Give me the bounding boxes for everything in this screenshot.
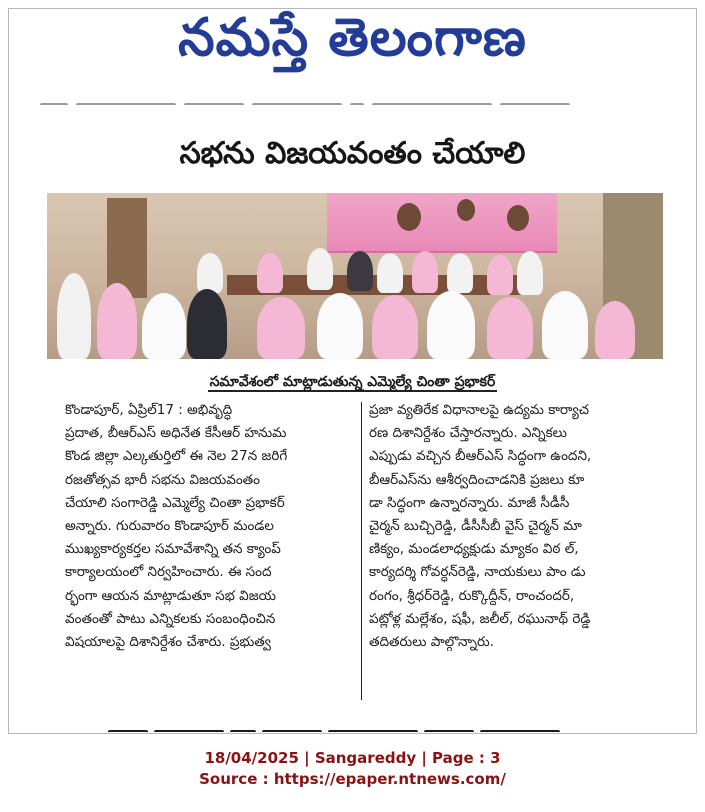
article-column-right — [369, 399, 663, 654]
newspaper-masthead: నమస్తే తెలంగాణ — [178, 7, 527, 68]
column-divider — [361, 402, 362, 700]
article-line: రజతోత్సవ భారీ సభను విజయవంతం — [65, 471, 261, 488]
article-line: తదితరులు పాల్గొన్నారు. — [369, 634, 494, 651]
article-line: ణిక్యం, మండలాధ్యక్షుడు మ్యాకం విఠ ల్, — [369, 541, 579, 558]
article-line: ప్రదాత, బీఆర్ఎస్ అధినేత కేసీఆర్ హనుమ — [65, 425, 287, 442]
article-column-left — [65, 399, 357, 654]
article-line: పట్లోళ్ల మల్లేశం, షఫీ, జలీల్, రఘునాథ్ రెడ్డి — [369, 610, 591, 627]
cropped-text-strip-top — [40, 93, 665, 105]
article-line: విషయాలపై దిశానిర్దేశం చేశారు. ప్రభుత్వ — [65, 634, 271, 651]
article-line: కొండ జిల్లా ఎల్కతుర్తిలో ఈ నెల 27న జరిగే — [65, 448, 288, 465]
article-line: చేయాలి సంగారెడ్డి ఎమ్మెల్యే చింతా ప్రభాకర్ — [65, 494, 285, 511]
article-headline: సభను విజయవంతం చేయాలి — [179, 136, 526, 171]
article-line: ర్భంగా ఆయన మాట్లాడుతూ సభ విజయ — [65, 587, 276, 604]
article-line: కార్యాలయంలో నిర్వహించారు. ఈ సంద — [65, 564, 272, 581]
article-line: ముఖ్యకార్యకర్తల సమావేశాన్ని తన క్యాంప్ — [65, 541, 281, 558]
cropped-text-strip-bottom — [108, 722, 645, 732]
article-line: కార్యదర్శి గోవర్ధన్‌రెడ్డి, నాయకులు పాం డు — [369, 564, 586, 581]
article-line: రంగం, శ్రీధర్‌రెడ్డి, రుక్కొద్దీన్, రాంచందర్, — [369, 587, 575, 604]
photo-caption — [0, 371, 705, 393]
footer-date-line: 18/04/2025 | Sangareddy | Page : 3 — [204, 749, 501, 767]
party-banner — [327, 193, 557, 253]
article-line: ప్రజా వ్యతిరేక విధానాలపై ఉద్యమ కార్యాచ — [369, 402, 590, 418]
article-line: రణ దిశానిర్దేశం చేస్తారన్నారు. ఎన్నికలు — [369, 425, 567, 442]
meeting-photo — [47, 193, 663, 359]
article-line: అన్నారు. గురువారం కొండాపూర్ మండల — [65, 518, 274, 535]
footer-source-line: Source : https://epaper.ntnews.com/ — [199, 770, 506, 788]
article-line: చైర్మన్ బుచ్చిరెడ్డి, డీసీసీబీ వైస్ చైర్మన్ మా — [369, 518, 582, 535]
article-line: కొండాపూర్, ఏప్రిల్17 : అభివృద్ధి — [65, 402, 233, 418]
article-line: వంతంతో పాటు ఎన్నికలకు సంబంధించిన — [65, 610, 276, 627]
photo-caption-text: సమావేశంలో మాట్లాడుతున్న ఎమ్మెల్యే చింతా ప్రభాకర్ — [209, 374, 496, 390]
article-line: బీఆర్ఎస్‌ను ఆశీర్వదించాడనికి ప్రజలు కూ — [369, 471, 585, 488]
article-line: డా సిద్ధంగా ఉన్నారన్నారు. మాజీ సీడీసీ — [369, 494, 570, 511]
article-line: ఎప్పుడు వచ్చిన బీఆర్ఎస్ సిద్ధంగా ఉందని, — [369, 448, 592, 465]
